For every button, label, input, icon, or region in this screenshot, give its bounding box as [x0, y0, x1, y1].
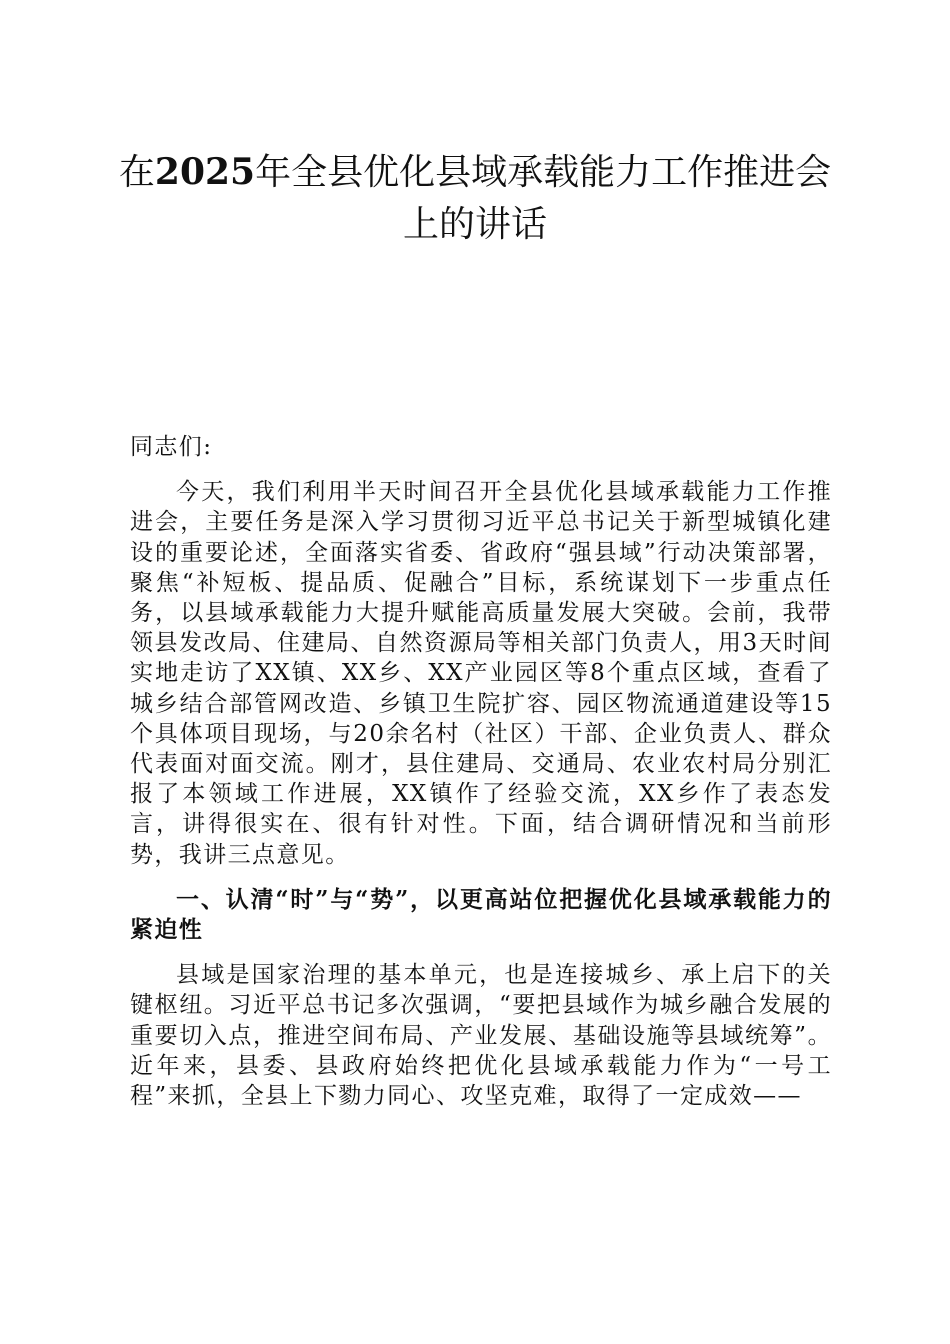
title-rest: 年全县优化县域承载能力工作推进会上的讲话 [255, 152, 832, 245]
salutation: 同志们: [130, 434, 213, 460]
section-heading: 一、认清“时”与“势”，以更高站位把握优化县域承载能力的紧迫性 [130, 885, 832, 944]
opening-paragraph: 今天，我们利用半天时间召开全县优化县域承载能力工作推进会，主要任务是深入学习贯彻习近平总书记关于新型城镇化建设的重要论述，全面落实省委、省政府“强县域”行动决策部署，聚焦“补短板、提品质、促融合”目标，系统谋划下一步重点任务，以县域承载能力大提升赋能高质量发展大突破。会前，我带领县发改局、住建局、自然资源局等相关部门负责人，用3天时间实地走访了XX镇、XX乡、XX产业园区等8个重点区域，查看了城乡结合部管网改造、乡镇卫生院扩容、园区物流通道建设等15个具体项目现场，与20余名村（社区）干部、企业负责人、群众代表面对面交流。刚才，县住建局、交通局、农业农村局分别汇报了本领域工作进展，XX镇作了经验交流，XX乡作了表态发言，讲得很实在、很有针对性。下面，结合调研情况和当前形势，我讲三点意见。 [130, 479, 832, 868]
title-year: 2025 [154, 151, 256, 193]
document-title [110, 146, 840, 251]
title-prefix: 在 [118, 152, 155, 193]
section-paragraph: 县域是国家治理的基本单元，也是连接城乡、承上启下的关键枢纽。习近平总书记多次强调，“要把县域作为城乡融合发展的重要切入点，推进空间布局、产业发展、基础设施等县域统筹”。近年来，县委、县政府始终把优化县域承载能力作为“一号工程”来抓，全县上下勠力同心、攻坚克难，取得了一定成效—— [130, 962, 832, 1110]
document-body [130, 432, 832, 1111]
